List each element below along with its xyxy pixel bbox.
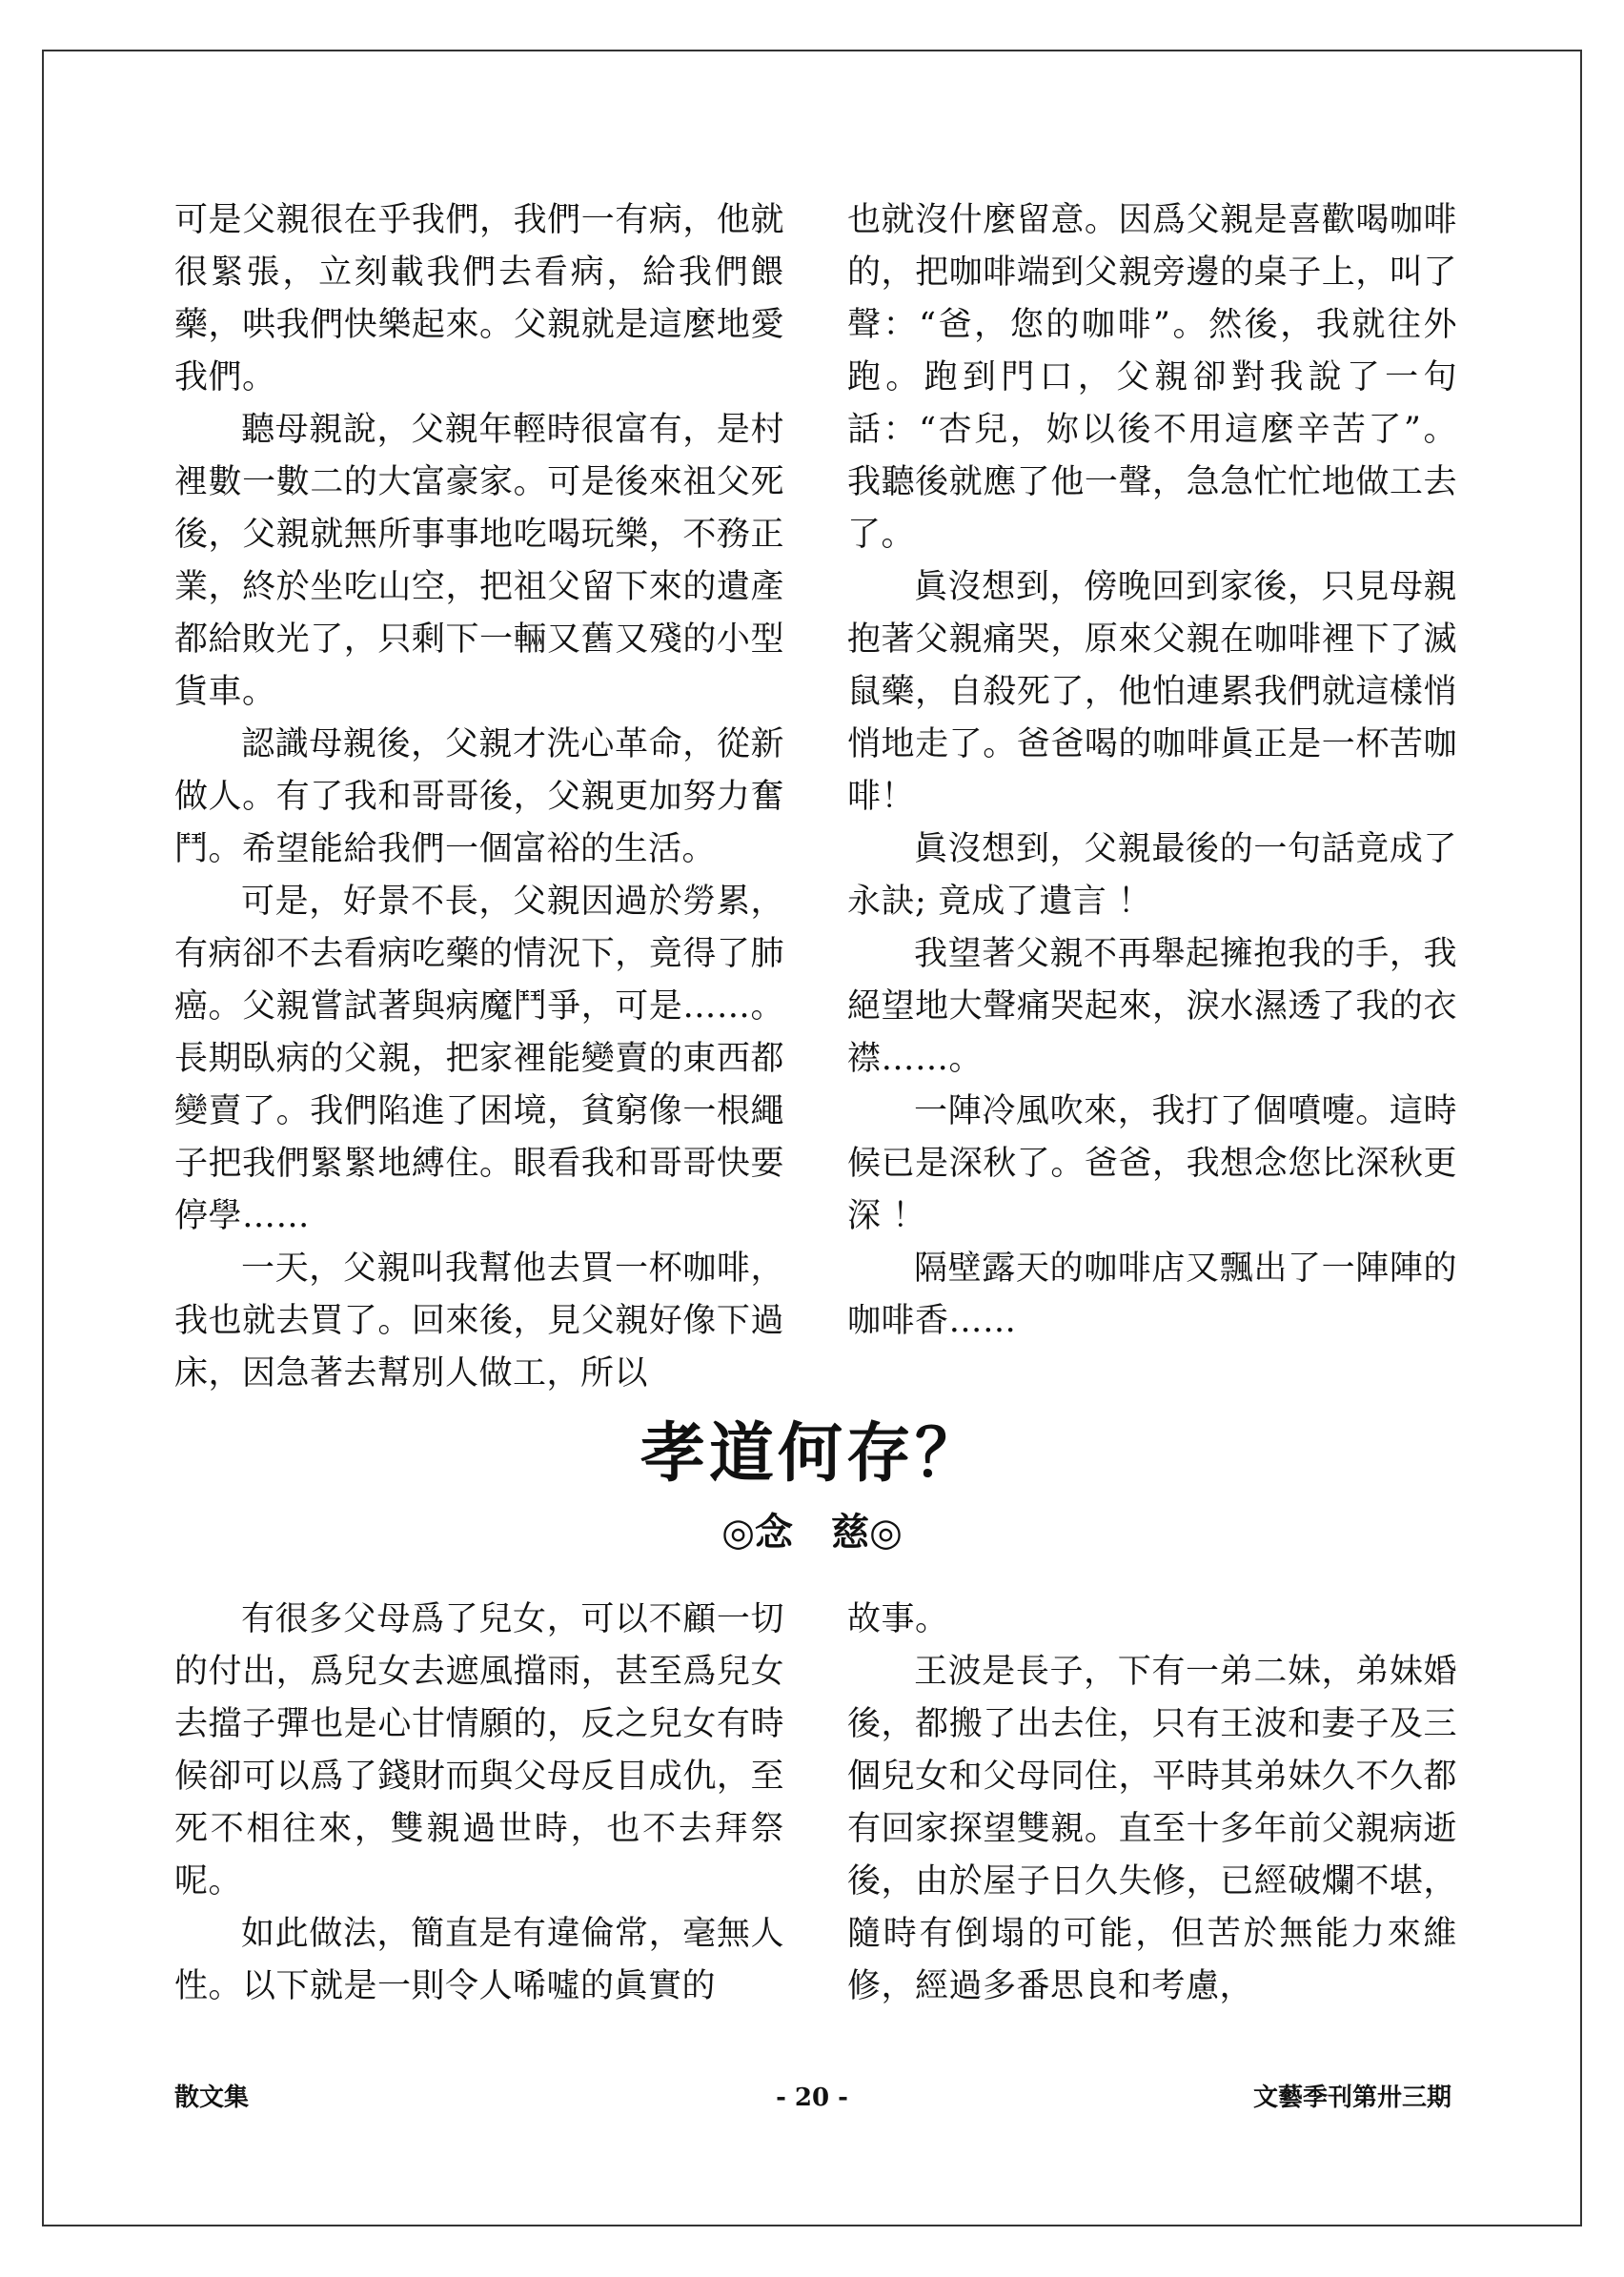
story2-right-column [847, 1594, 1457, 2013]
paragraph: 有很多父母爲了兒女，可以不顧一切的付出，爲兒女去遮風擋雨，甚至爲兒女去擋子彈也是心甘情願的，反之兒女有時候卻可以爲了錢財而與父母反目成仇，至死不相往來，雙親過世時，也不去拜祭呢。 [174, 1600, 784, 1901]
paragraph: 可是，好景不長，父親因過於勞累，有病卻不去看病吃藥的情況下，竟得了肺癌。父親嘗試著與病魔鬥爭，可是……。長期臥病的父親，把家裡能變賣的東西都變賣了。我們陷進了困境，貧窮像一根繩子把我們緊緊地縛住。眼看我和哥哥快要停學…… [174, 883, 784, 1235]
footer-issue-name: 文藝季刊第卅三期 [1252, 2084, 1451, 2112]
paragraph: 故事。 [847, 1600, 949, 1638]
story1-left-column [174, 194, 784, 1400]
paragraph: 一天，父親叫我幫他去買一杯咖啡，我也就去買了。回來後，見父親好像下過床，因急著去幫別人做工，所以 [174, 1250, 784, 1393]
footer-page-number: - 20 - [776, 2084, 848, 2112]
paragraph: 眞沒想到，父親最後的一句話竟成了永訣; 竟成了遺言 ！ [847, 830, 1457, 921]
story1-right-column [847, 194, 1457, 1348]
paragraph: 王波是長子，下有一弟二妹，弟妹婚後，都搬了出去住，只有王波和妻子及三個兒女和父母同住，平時其弟妹久不久都有回家探望雙親。直至十多年前父親病逝後，由於屋子日久失修，已經破爛不堪，隨時有倒塌的可能，但苦於無能力來維修，經過多番思良和考慮， [847, 1653, 1457, 2005]
paragraph: 如此做法，簡直是有違倫常，毫無人性。以下就是一則令人唏噓的眞實的 [174, 1915, 784, 2005]
paragraph: 也就沒什麼留意。因爲父親是喜歡喝咖啡的，把咖啡端到父親旁邊的桌子上，叫了聲：“爸，您的咖啡”。然後，我就往外跑。跑到門口，父親卻對我說了一句話：“杏兒，妳以後不用這麼辛苦了”。我聽後就應了他一聲，急急忙忙地做工去了。 [847, 201, 1457, 554]
article-author: ◎念 慈◎ [721, 1510, 903, 1555]
article-title: 孝道何存？ [639, 1415, 984, 1492]
paragraph: 眞沒想到，傍晚回到家後，只見母親抱著父親痛哭，原來父親在咖啡裡下了滅鼠藥，自殺死了，他怕連累我們就這樣悄悄地走了。爸爸喝的咖啡眞正是一杯苦咖啡！ [847, 568, 1457, 816]
footer-section-name: 散文集 [174, 2084, 250, 2112]
paragraph: 我望著父親不再舉起擁抱我的手，我絕望地大聲痛哭起來，淚水濕透了我的衣襟……。 [847, 935, 1457, 1078]
paragraph: 一陣冷風吹來，我打了個噴嚏。這時候已是深秋了。爸爸，我想念您比深秋更深 ！ [847, 1092, 1457, 1235]
paragraph: 可是父親很在乎我們，我們一有病，他就很緊張，立刻載我們去看病，給我們餵藥，哄我們快樂起來。父親就是這麼地愛我們。 [174, 201, 784, 396]
story2-left-column [174, 1594, 784, 2013]
paragraph: 認識母親後，父親才洗心革命，從新做人。有了我和哥哥後，父親更加努力奮鬥。希望能給我們一個富裕的生活。 [174, 725, 784, 868]
paragraph: 隔壁露天的咖啡店又飄出了一陣陣的咖啡香…… [847, 1250, 1457, 1340]
paragraph: 聽母親說，父親年輕時很富有，是村裡數一數二的大富豪家。可是後來祖父死後，父親就無所事事地吃喝玩樂，不務正業，終於坐吃山空，把祖父留下來的遺產都給敗光了，只剩下一輛又舊又殘的小型貨車。 [174, 411, 784, 711]
